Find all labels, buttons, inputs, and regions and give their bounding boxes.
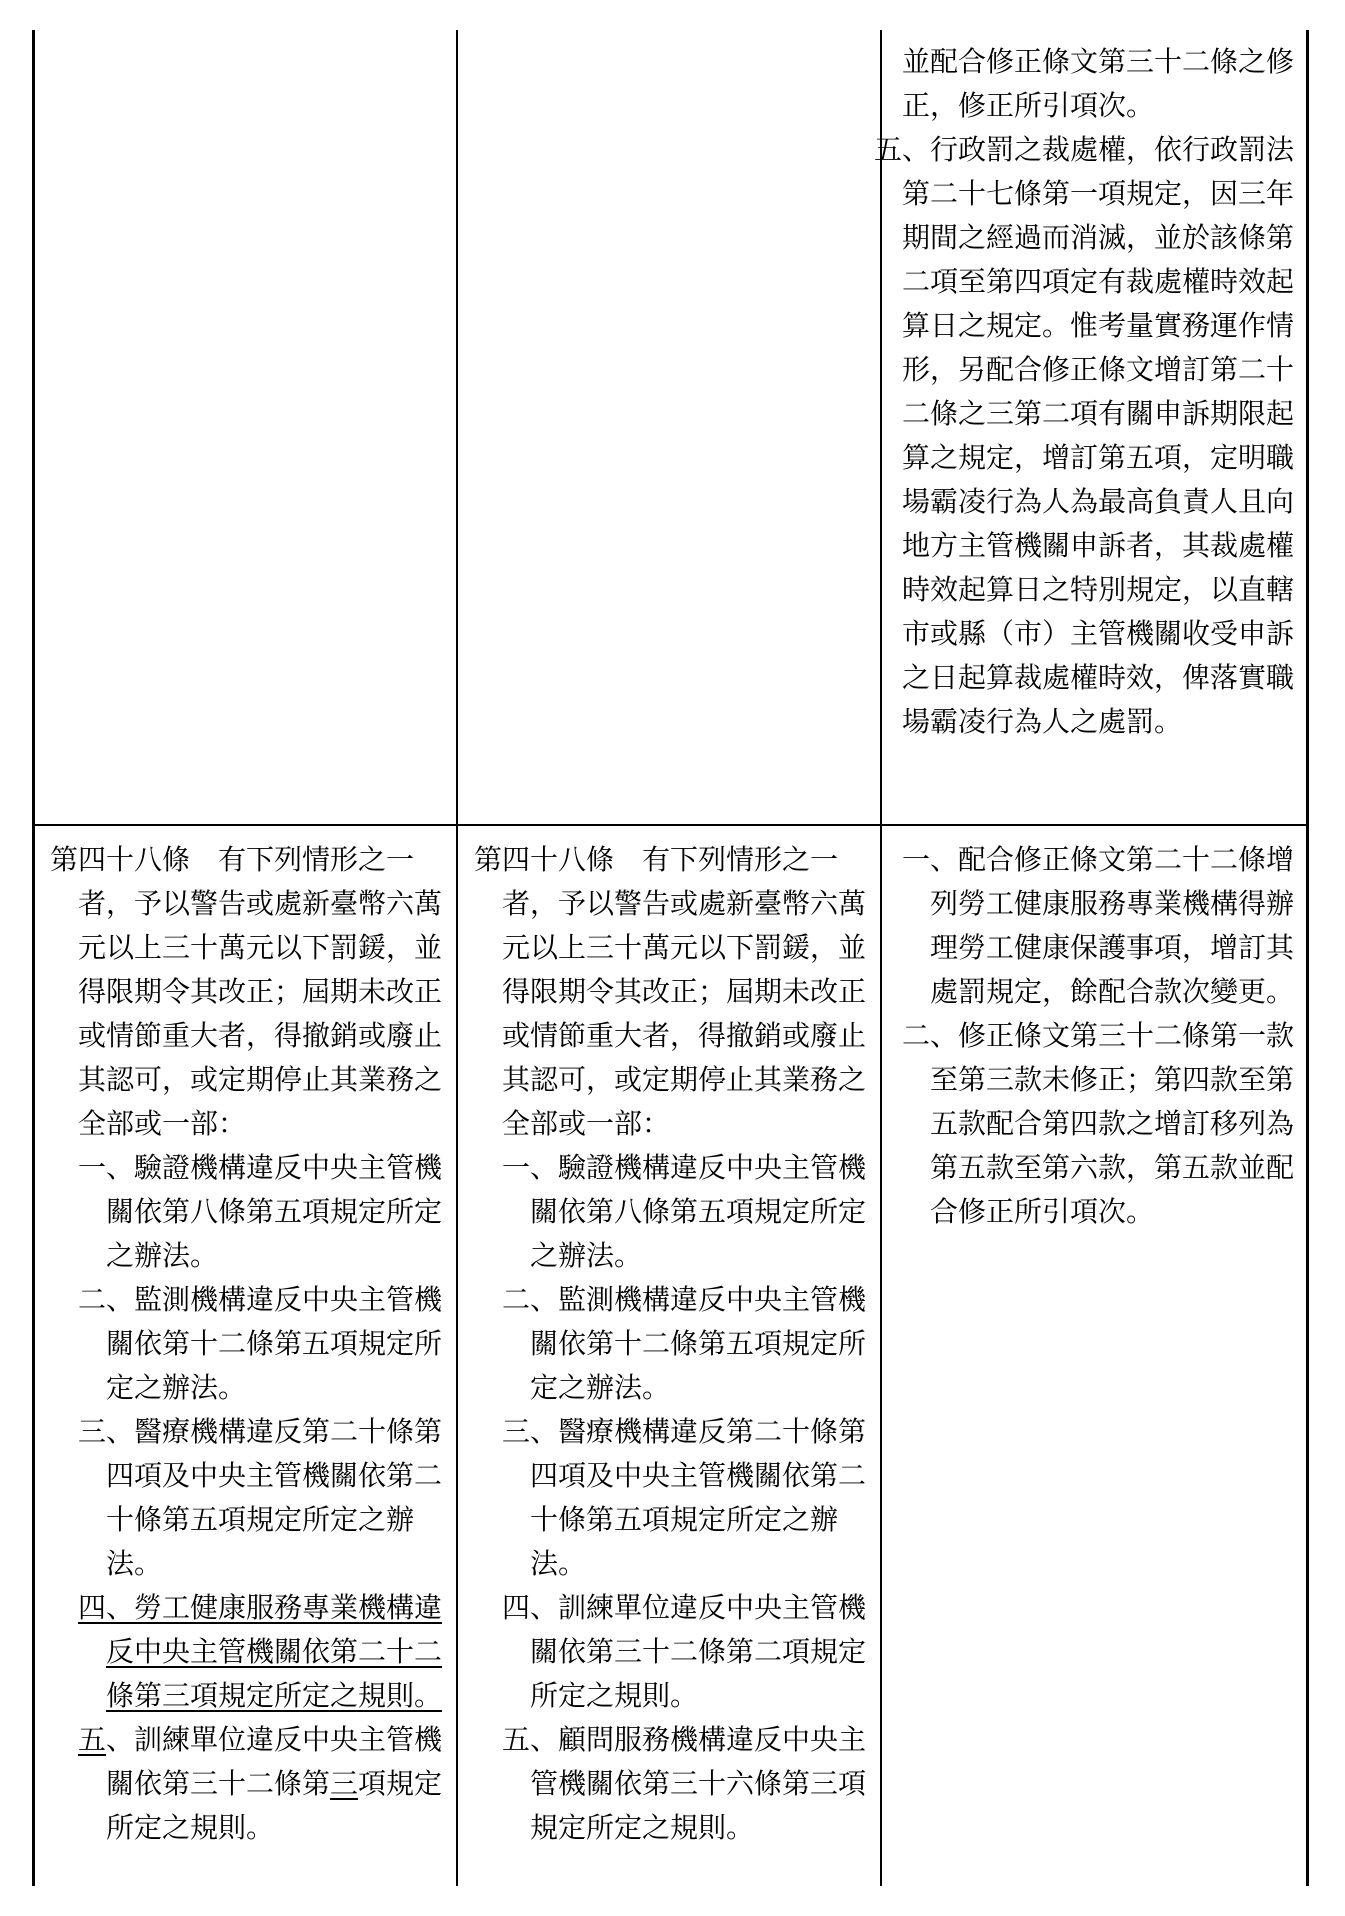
explanation-paragraph: 並配合修正條文第三十二條之修正，修正所引項次。 [874, 45, 1295, 122]
article-item: 二、監測機構違反中央主管機關依第十二條第五項規定所定之辦法。 [78, 1283, 443, 1404]
comparison-table [32, 30, 1309, 1886]
article-item: 五、顧問服務機構違反中央主管機關依第三十六條第三項規定所定之規則。 [502, 1723, 867, 1844]
article-item: 三、醫療機構違反第二十條第四項及中央主管機關依第二十條第五項規定所定之辦法。 [502, 1415, 867, 1580]
column-divider-1 [456, 30, 458, 1886]
row-divider [32, 824, 1309, 826]
table-border-right [1306, 30, 1309, 1886]
article-item: 五、訓練單位違反中央主管機關依第三十二條第三項規定所定之規則。 [78, 1723, 443, 1844]
article-item: 三、醫療機構違反第二十條第四項及中央主管機關依第二十條第五項規定所定之辦法。 [78, 1415, 443, 1580]
explanation-paragraph: 二、修正條文第三十二條第一款至第三款未修正；第四款至第五款配合第四款之增訂移列為第五款至第六款，第五款並配合修正所引項次。 [902, 1019, 1295, 1228]
explanation-paragraph: 一、配合修正條文第二十二條增列勞工健康服務專業機構得辦理勞工健康保護事項，增訂其處罰規定，餘配合款次變更。 [902, 843, 1295, 1008]
bottom-row-explanation-cell [902, 838, 1294, 1234]
article-item: 一、驗證機構違反中央主管機關依第八條第五項規定所定之辦法。 [502, 1151, 867, 1272]
amended-number: 五 [78, 1723, 107, 1756]
article-item: 二、監測機構違反中央主管機關依第十二條第五項規定所定之辦法。 [502, 1283, 867, 1404]
amended-article-cell [50, 838, 448, 1850]
table-border-left [32, 30, 35, 1886]
current-article-cell [474, 838, 872, 1850]
explanation-paragraph: 五、行政罰之裁處權，依行政罰法第二十七條第一項規定，因三年期間之經過而消滅，並於該條第二項至第四項定有裁處權時效起算日之規定。惟考量實務運作情形，另配合修正條文增訂第二十二條之三第二項有關申訴期限起算之規定，增訂第五項，定明職場霸凌行為人為最高負責人且向地方主管機關申訴者，其裁處權時效起算日之特別規定，以直轄市或縣（市）主管機關收受申訴之日起算裁處權時效，俾落實職場霸凌行為人之處罰。 [874, 133, 1295, 738]
column-divider-2 [880, 30, 882, 1886]
article-item-added: 四、勞工健康服務專業機構違反中央主管機關依第二十二條第三項規定所定之規則。 [78, 1591, 443, 1712]
amended-number: 三 [330, 1767, 359, 1800]
top-row-explanation-cell [874, 40, 1295, 744]
article-intro: 第四十八條 有下列情形之一者，予以警告或處新臺幣六萬元以上三十萬元以下罰鍰，並得限期令其改正；屆期未改正或情節重大者，得撤銷或廢止其認可，或定期停止其業務之全部或一部： [474, 843, 867, 1140]
article-intro: 第四十八條 有下列情形之一者，予以警告或處新臺幣六萬元以上三十萬元以下罰鍰，並得限期令其改正；屆期未改正或情節重大者，得撤銷或廢止其認可，或定期停止其業務之全部或一部： [50, 843, 443, 1140]
article-item: 四、訓練單位違反中央主管機關依第三十二條第二項規定所定之規則。 [502, 1591, 867, 1712]
article-item: 一、驗證機構違反中央主管機關依第八條第五項規定所定之辦法。 [78, 1151, 443, 1272]
